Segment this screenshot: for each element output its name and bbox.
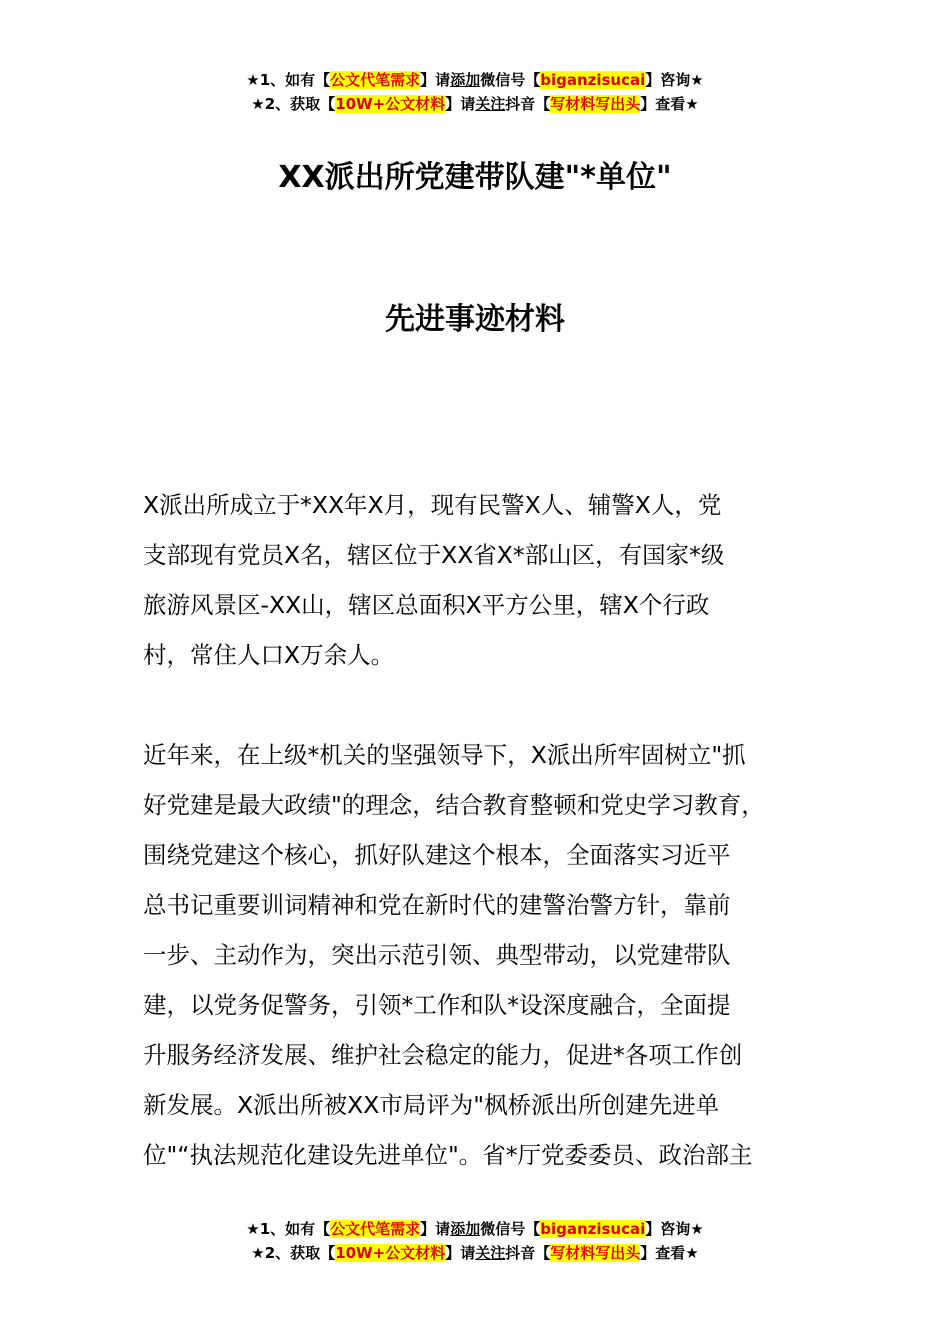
banner-line-2: ★2、获取【10W+公文材料】请关注抖音【写材料写出头】查看★ <box>251 95 699 113</box>
banner-line-2: ★2、获取【10W+公文材料】请关注抖音【写材料写出头】查看★ <box>251 1244 699 1262</box>
text-line: 位"“执法规范化建设先进单位"。省*厅党委委员、政治部主 <box>143 1141 753 1169</box>
highlight-service: 公文代笔需求 <box>330 71 421 89</box>
header-banner <box>0 68 950 116</box>
text-line: 近年来，在上级*机关的坚强领导下，X派出所牢固树立"抓 <box>143 741 746 769</box>
text-line: 好党建是最大政绩"的理念，结合教育整顿和党史学习教育， <box>143 791 765 819</box>
banner-line-1: ★1、如有【公文代笔需求】请添加微信号【biganzisucai】咨询★ <box>246 71 704 89</box>
highlight-service: 公文代笔需求 <box>330 1220 421 1238</box>
paragraph-1 <box>143 480 833 680</box>
highlight-wechat-id: biganzisucai <box>540 71 646 89</box>
document-subtitle: 先进事迹材料 <box>385 302 565 337</box>
text-line: 总书记重要训词精神和党在新时代的建警治警方针，靠前 <box>143 891 731 919</box>
highlight-douyin-account: 写材料写出头 <box>550 95 641 113</box>
highlight-materials: 10W+公文材料 <box>335 1244 446 1262</box>
footer-banner <box>0 1217 950 1265</box>
text-line: 支部现有党员X名，辖区位于XX省X*部山区，有国家*级 <box>143 541 725 569</box>
highlight-wechat-id: biganzisucai <box>540 1220 646 1238</box>
text-line: 村，常住人口X万余人。 <box>143 641 395 669</box>
highlight-douyin-account: 写材料写出头 <box>550 1244 641 1262</box>
paragraph-2 <box>143 730 833 1180</box>
document-title: XX派出所党建带队建"*单位" <box>278 160 672 195</box>
text-line: 一步、主动作为，突出示范引领、典型带动，以党建带队 <box>143 941 731 969</box>
text-line: 旅游风景区-XX山，辖区总面积X平方公里，辖X个行政 <box>143 591 710 619</box>
text-line: 新发展。X派出所被XX市局评为"枫桥派出所创建先进单 <box>143 1091 720 1119</box>
text-line: 建，以党务促警务，引领*工作和队*设深度融合，全面提 <box>143 991 731 1019</box>
text-line: 围绕党建这个核心，抓好队建这个根本，全面落实习近平 <box>143 841 731 869</box>
highlight-materials: 10W+公文材料 <box>335 95 446 113</box>
text-line: 升服务经济发展、维护社会稳定的能力，促进*各项工作创 <box>143 1041 743 1069</box>
text-line: X派出所成立于*XX年X月，现有民警X人、辅警X人，党 <box>143 491 722 519</box>
banner-line-1: ★1、如有【公文代笔需求】请添加微信号【biganzisucai】咨询★ <box>246 1220 704 1238</box>
